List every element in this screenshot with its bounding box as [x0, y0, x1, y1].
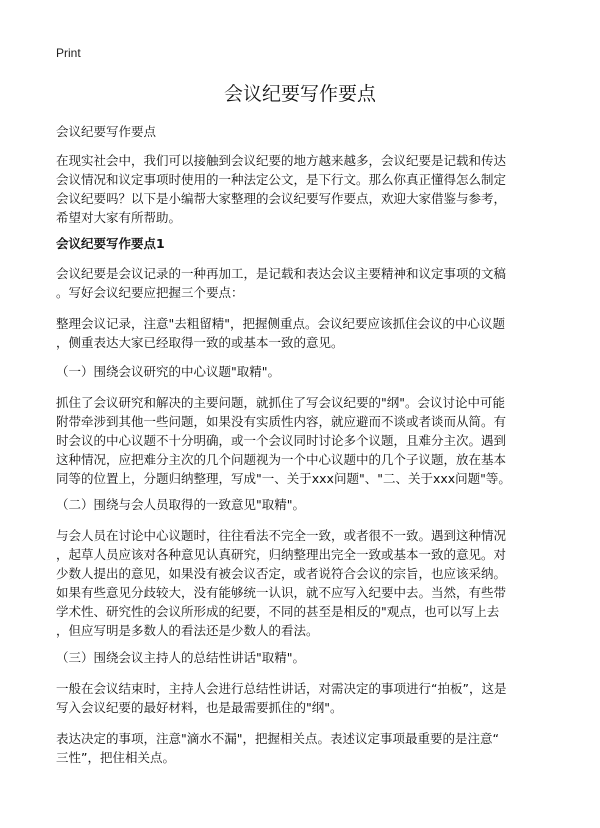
text-line: 少数人提出的意见，如果没有被会议否定，或者说符合会议的宗旨，也应该采纳。	[56, 566, 507, 581]
document-title: 会议纪要写作要点	[223, 83, 376, 105]
text-line: 三性”，把住相关点。	[56, 750, 175, 765]
text-line: 写入会议纪要的最好材料，也是最需要抓住的"纲"。	[56, 700, 343, 715]
text-line: 如果有些意见分歧较大，没有能够统一认识，就不应写入纪要中去。当然，有些带	[56, 585, 507, 600]
text-line: 希望对大家有所帮助。	[56, 210, 182, 225]
section-heading: 会议纪要写作要点1	[56, 236, 165, 251]
list-item-1: （一）围绕会议研究的中心议题"取精"。	[56, 364, 280, 379]
list-item-3: （三）围绕会议主持人的总结性讲话"取精"。	[56, 650, 305, 665]
document-subtitle: 会议纪要写作要点	[56, 124, 157, 139]
text-line: 一般在会议结束时，主持人会进行总结性讲话，对需决定的事项进行“拍板”，这是	[56, 681, 507, 696]
paragraph-2	[56, 314, 550, 352]
print-label[interactable]: Print	[56, 46, 81, 60]
text-line: 时会议的中心议题不十分明确，或一个会议同时讨论多个议题，且难分主次。遇到	[56, 433, 507, 448]
list-item-2: （二）围绕与会人员取得的一致意见"取精"。	[56, 497, 305, 512]
text-line: 附带牵涉到其他一些问题，如果没有实质性内容，就应避而不谈或者谈而从简。有	[56, 414, 507, 429]
text-line: 整理会议记录，注意"去粗留精"，把握侧重点。会议纪要应该抓住会议的中心议题	[56, 316, 506, 331]
text-line: ，但应写明是多数人的看法还是少数人的看法。	[56, 623, 319, 638]
paragraph-5	[56, 679, 550, 717]
text-line: 会议纪要是会议记录的一种再加工，是记载和表达会议主要精神和议定事项的文稿	[56, 266, 507, 281]
text-line: 。写好会议纪要应把握三个要点：	[56, 285, 244, 300]
paragraph-3	[56, 393, 550, 488]
text-line: ，起草人员应该对各种意见认真研究，归纳整理出完全一致或基本一致的意见。对	[56, 547, 507, 562]
text-line: 在现实社会中，我们可以接触到会议纪要的地方越来越多，会议纪要是记载和传达	[56, 153, 507, 168]
text-line: 这种情况，应把难分主次的几个问题视为一个中心议题中的几个子议题，放在基本	[56, 452, 507, 467]
paragraph-4	[56, 526, 550, 640]
text-line: 学术性、研究性的会议所形成的纪要，不同的甚至是相反的"观点，也可以写上去	[56, 604, 500, 619]
paragraph-1	[56, 264, 550, 302]
intro-paragraph	[56, 151, 550, 227]
text-line: 同等的位置上，分题归纳整理，写成"一、关于xxx问题"、"二、关于xxx问题"等。	[56, 471, 511, 486]
text-line: 抓住了会议研究和解决的主要问题，就抓住了写会议纪要的"纲"。会议讨论中可能	[56, 395, 506, 410]
text-line: 会议纪要吗？以下是小编帮大家整理的会议纪要写作要点，欢迎大家借鉴与参考，	[56, 191, 507, 206]
text-line: 表达决定的事项，注意"滴水不漏"，把握相关点。表述议定事项最重要的是注意“	[56, 731, 499, 746]
paragraph-6	[56, 729, 550, 767]
text-line: 与会人员在讨论中心议题时，往往看法不完全一致，或者很不一致。遇到这种情况	[56, 528, 507, 543]
text-line: 会议情况和议定事项时使用的一种法定公文，是下行文。那么你真正懂得怎么制定	[56, 172, 507, 187]
text-line: ，侧重表达大家已经取得一致的或基本一致的意见。	[56, 335, 344, 350]
